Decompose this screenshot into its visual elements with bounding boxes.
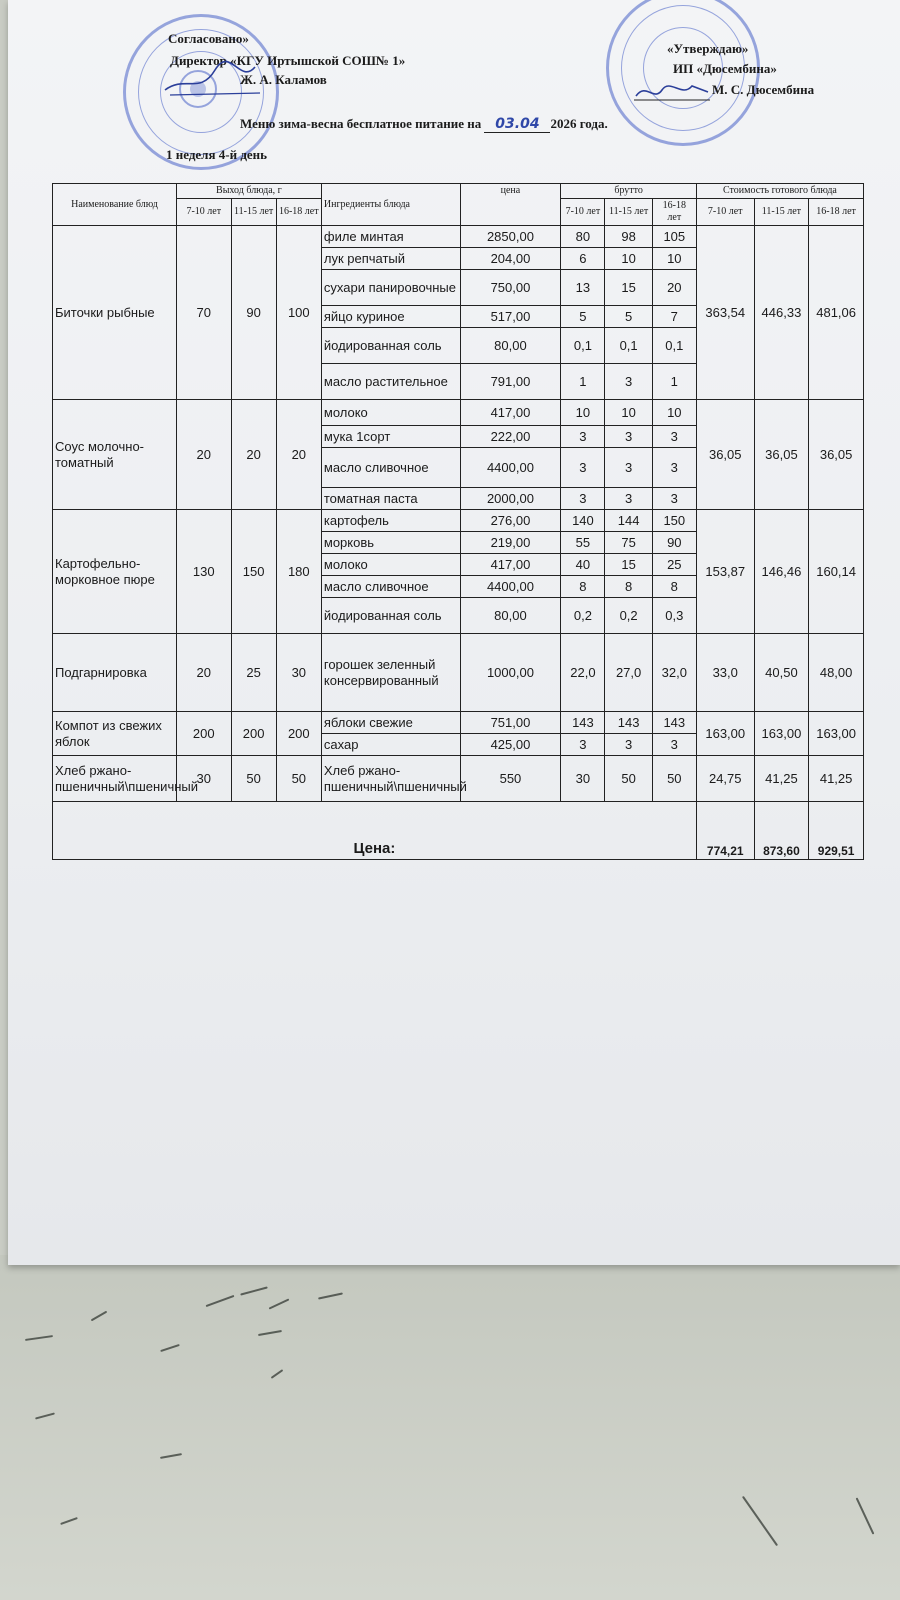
header-cost-age2: 11-15 лет [754,199,809,226]
menu-table [52,183,864,860]
director-line: Директор «КГУ Иртышской СОШ№ 1» [170,53,406,68]
ingredient-name: Хлеб ржано-пшеничный\пшеничный [321,756,460,802]
menu-title-prefix: Меню зима-весна бесплатное питание на [240,116,482,131]
brutto-age1: 6 [561,248,605,270]
dish-output-age1: 20 [176,634,231,712]
header-brutto-age3: 16-18 лет [652,199,696,226]
dish-cost-age2: 146,46 [754,510,809,634]
header-cost: Стоимость готового блюда [696,184,863,199]
brutto-age2: 15 [605,554,652,576]
ingredient-price: 4400,00 [460,576,561,598]
dish-cost-age1: 36,05 [696,400,754,510]
dish-cost-age1: 24,75 [696,756,754,802]
brutto-age1: 22,0 [561,634,605,712]
ingredient-price: 791,00 [460,364,561,400]
brutto-age1: 1 [561,364,605,400]
table-row [53,634,864,712]
brutto-age3: 7 [652,306,696,328]
brutto-age1: 55 [561,532,605,554]
brutto-age2: 27,0 [605,634,652,712]
brutto-age3: 20 [652,270,696,306]
brutto-age1: 10 [561,400,605,426]
surface-mark [91,1311,108,1322]
dish-output-age3: 30 [276,634,321,712]
ingredient-name: морковь [321,532,460,554]
dish-output-age3: 20 [276,400,321,510]
desk-surface [0,1255,900,1600]
brutto-age2: 0,2 [605,598,652,634]
ingredient-name: молоко [321,554,460,576]
ingredient-name: молоко [321,400,460,426]
dish-cost-age3: 481,06 [809,226,864,400]
ingredient-price: 417,00 [460,400,561,426]
dish-cost-age1: 363,54 [696,226,754,400]
dish-cost-age2: 36,05 [754,400,809,510]
brutto-age2: 3 [605,448,652,488]
brutto-age3: 0,1 [652,328,696,364]
menu-title [240,116,608,133]
brutto-age1: 0,2 [561,598,605,634]
ingredient-price: 276,00 [460,510,561,532]
brutto-age2: 0,1 [605,328,652,364]
ingredient-price: 550 [460,756,561,802]
menu-date: 03.04 [484,116,550,133]
ingredient-name: филе минтая [321,226,460,248]
brutto-age1: 80 [561,226,605,248]
ingredient-price: 2000,00 [460,488,561,510]
header-brutto-age2: 11-15 лет [605,199,652,226]
ingredient-price: 425,00 [460,734,561,756]
dish-cost-age2: 163,00 [754,712,809,756]
surface-mark [60,1517,78,1525]
brutto-age1: 140 [561,510,605,532]
total-row [53,802,864,860]
surface-mark [160,1453,182,1459]
header-cost-age3: 16-18 лет [809,199,864,226]
brutto-age3: 8 [652,576,696,598]
dish-output-age1: 130 [176,510,231,634]
ingredient-name: масло сливочное [321,576,460,598]
ingredient-name: мука 1сорт [321,426,460,448]
brutto-age3: 1 [652,364,696,400]
brutto-age1: 3 [561,734,605,756]
brutto-age3: 10 [652,400,696,426]
ingredient-name: масло растительное [321,364,460,400]
dish-cost-age2: 446,33 [754,226,809,400]
dish-output-age2: 90 [231,226,276,400]
brutto-age1: 13 [561,270,605,306]
header-price: цена [460,184,561,226]
brutto-age1: 8 [561,576,605,598]
ingredient-price: 1000,00 [460,634,561,712]
brutto-age2: 8 [605,576,652,598]
table-row [53,400,864,426]
ingredient-price: 80,00 [460,328,561,364]
ip-owner-name: М. С. Дюсембина [712,82,815,97]
surface-mark [269,1298,290,1309]
ingredient-price: 751,00 [460,712,561,734]
ingredient-name: масло сливочное [321,448,460,488]
surface-mark [206,1295,235,1307]
brutto-age3: 143 [652,712,696,734]
dish-cost-age1: 153,87 [696,510,754,634]
surface-mark [240,1286,268,1295]
ingredient-price: 222,00 [460,426,561,448]
brutto-age3: 25 [652,554,696,576]
brutto-age2: 3 [605,488,652,510]
dish-cost-age2: 40,50 [754,634,809,712]
header-out-age1: 7-10 лет [176,199,231,226]
dish-name: Картофельно-морковное пюре [53,510,177,634]
brutto-age2: 50 [605,756,652,802]
total-age3: 929,51 [809,802,864,860]
dish-output-age3: 100 [276,226,321,400]
ingredient-price: 4400,00 [460,448,561,488]
dish-output-age3: 50 [276,756,321,802]
header-out-age3: 16-18 лет [276,199,321,226]
brutto-age3: 3 [652,448,696,488]
surface-mark [35,1412,55,1419]
brutto-age3: 3 [652,734,696,756]
week-day: 1 неделя 4-й день [166,147,268,162]
brutto-age2: 15 [605,270,652,306]
brutto-age1: 30 [561,756,605,802]
brutto-age3: 50 [652,756,696,802]
dish-cost-age3: 160,14 [809,510,864,634]
dish-output-age2: 20 [231,400,276,510]
header-dish: Наименование блюд [53,184,177,226]
dish-output-age2: 150 [231,510,276,634]
brutto-age2: 10 [605,400,652,426]
surface-mark [25,1335,53,1341]
dish-cost-age3: 48,00 [809,634,864,712]
brutto-age1: 3 [561,488,605,510]
table-row [53,712,864,734]
ingredient-name: сухари панировочные [321,270,460,306]
header-out-age2: 11-15 лет [231,199,276,226]
total-age1: 774,21 [696,802,754,860]
dish-output-age2: 25 [231,634,276,712]
ip-signature [632,78,712,108]
header-brutto: брутто [561,184,697,199]
surface-mark [160,1344,180,1352]
brutto-age2: 144 [605,510,652,532]
dish-output-age1: 200 [176,712,231,756]
dish-cost-age2: 41,25 [754,756,809,802]
brutto-age1: 0,1 [561,328,605,364]
dish-output-age3: 200 [276,712,321,756]
brutto-age3: 32,0 [652,634,696,712]
ingredient-price: 517,00 [460,306,561,328]
ingredient-price: 80,00 [460,598,561,634]
total-label: Цена: [53,802,697,860]
director-name: Ж. А. Каламов [240,72,327,87]
dish-cost-age3: 41,25 [809,756,864,802]
ingredient-price: 204,00 [460,248,561,270]
dish-output-age1: 20 [176,400,231,510]
ingredient-name: лук репчатый [321,248,460,270]
brutto-age3: 90 [652,532,696,554]
brutto-age2: 98 [605,226,652,248]
dish-name: Биточки рыбные [53,226,177,400]
ingredient-name: йодированная соль [321,598,460,634]
dish-cost-age3: 163,00 [809,712,864,756]
dish-cost-age1: 163,00 [696,712,754,756]
ingredient-name: горошек зеленный консервированный [321,634,460,712]
ingredient-price: 219,00 [460,532,561,554]
table-row [53,510,864,532]
dish-output-age2: 200 [231,712,276,756]
surface-mark [258,1330,282,1336]
dish-cost-age3: 36,05 [809,400,864,510]
brutto-age3: 3 [652,426,696,448]
brutto-age3: 10 [652,248,696,270]
header-brutto-age1: 7-10 лет [561,199,605,226]
brutto-age2: 3 [605,364,652,400]
dish-name: Соус молочно-томатный [53,400,177,510]
header-ingredients: Ингредиенты блюда [321,184,460,226]
brutto-age2: 10 [605,248,652,270]
dish-name: Подгарнировка [53,634,177,712]
ingredient-name: картофель [321,510,460,532]
ingredient-name: сахар [321,734,460,756]
ingredient-name: яйцо куриное [321,306,460,328]
brutto-age2: 3 [605,734,652,756]
brutto-age3: 150 [652,510,696,532]
brutto-age3: 105 [652,226,696,248]
ingredient-price: 2850,00 [460,226,561,248]
brutto-age2: 3 [605,426,652,448]
table-header-row [53,184,864,199]
ingredient-name: томатная паста [321,488,460,510]
surface-mark [742,1496,778,1546]
brutto-age2: 75 [605,532,652,554]
brutto-age3: 3 [652,488,696,510]
table-row [53,226,864,248]
total-age2: 873,60 [754,802,809,860]
brutto-age1: 40 [561,554,605,576]
ingredient-price: 417,00 [460,554,561,576]
surface-mark [856,1497,875,1534]
ingredient-price: 750,00 [460,270,561,306]
approved-label: Согласовано» [168,31,249,46]
dish-output-age1: 30 [176,756,231,802]
dish-name: Хлеб ржано-пшеничный\пшеничный [53,756,177,802]
brutto-age1: 5 [561,306,605,328]
dish-output-age2: 50 [231,756,276,802]
approve-label: «Утверждаю» [667,41,749,56]
brutto-age1: 3 [561,448,605,488]
director-signature [160,55,270,105]
surface-mark [318,1292,343,1299]
brutto-age1: 3 [561,426,605,448]
menu-table-body [53,226,864,802]
ingredient-name: йодированная соль [321,328,460,364]
ip-line: ИП «Дюсембина» [673,61,777,76]
menu-title-suffix: 2026 года. [550,116,608,131]
dish-output-age1: 70 [176,226,231,400]
dish-cost-age1: 33,0 [696,634,754,712]
brutto-age2: 143 [605,712,652,734]
brutto-age1: 143 [561,712,605,734]
brutto-age2: 5 [605,306,652,328]
dish-output-age3: 180 [276,510,321,634]
ingredient-name: яблоки свежие [321,712,460,734]
table-row [53,756,864,802]
brutto-age3: 0,3 [652,598,696,634]
surface-mark [271,1369,284,1379]
header-output: Выход блюда, г [176,184,321,199]
header-cost-age1: 7-10 лет [696,199,754,226]
dish-name: Компот из свежих яблок [53,712,177,756]
